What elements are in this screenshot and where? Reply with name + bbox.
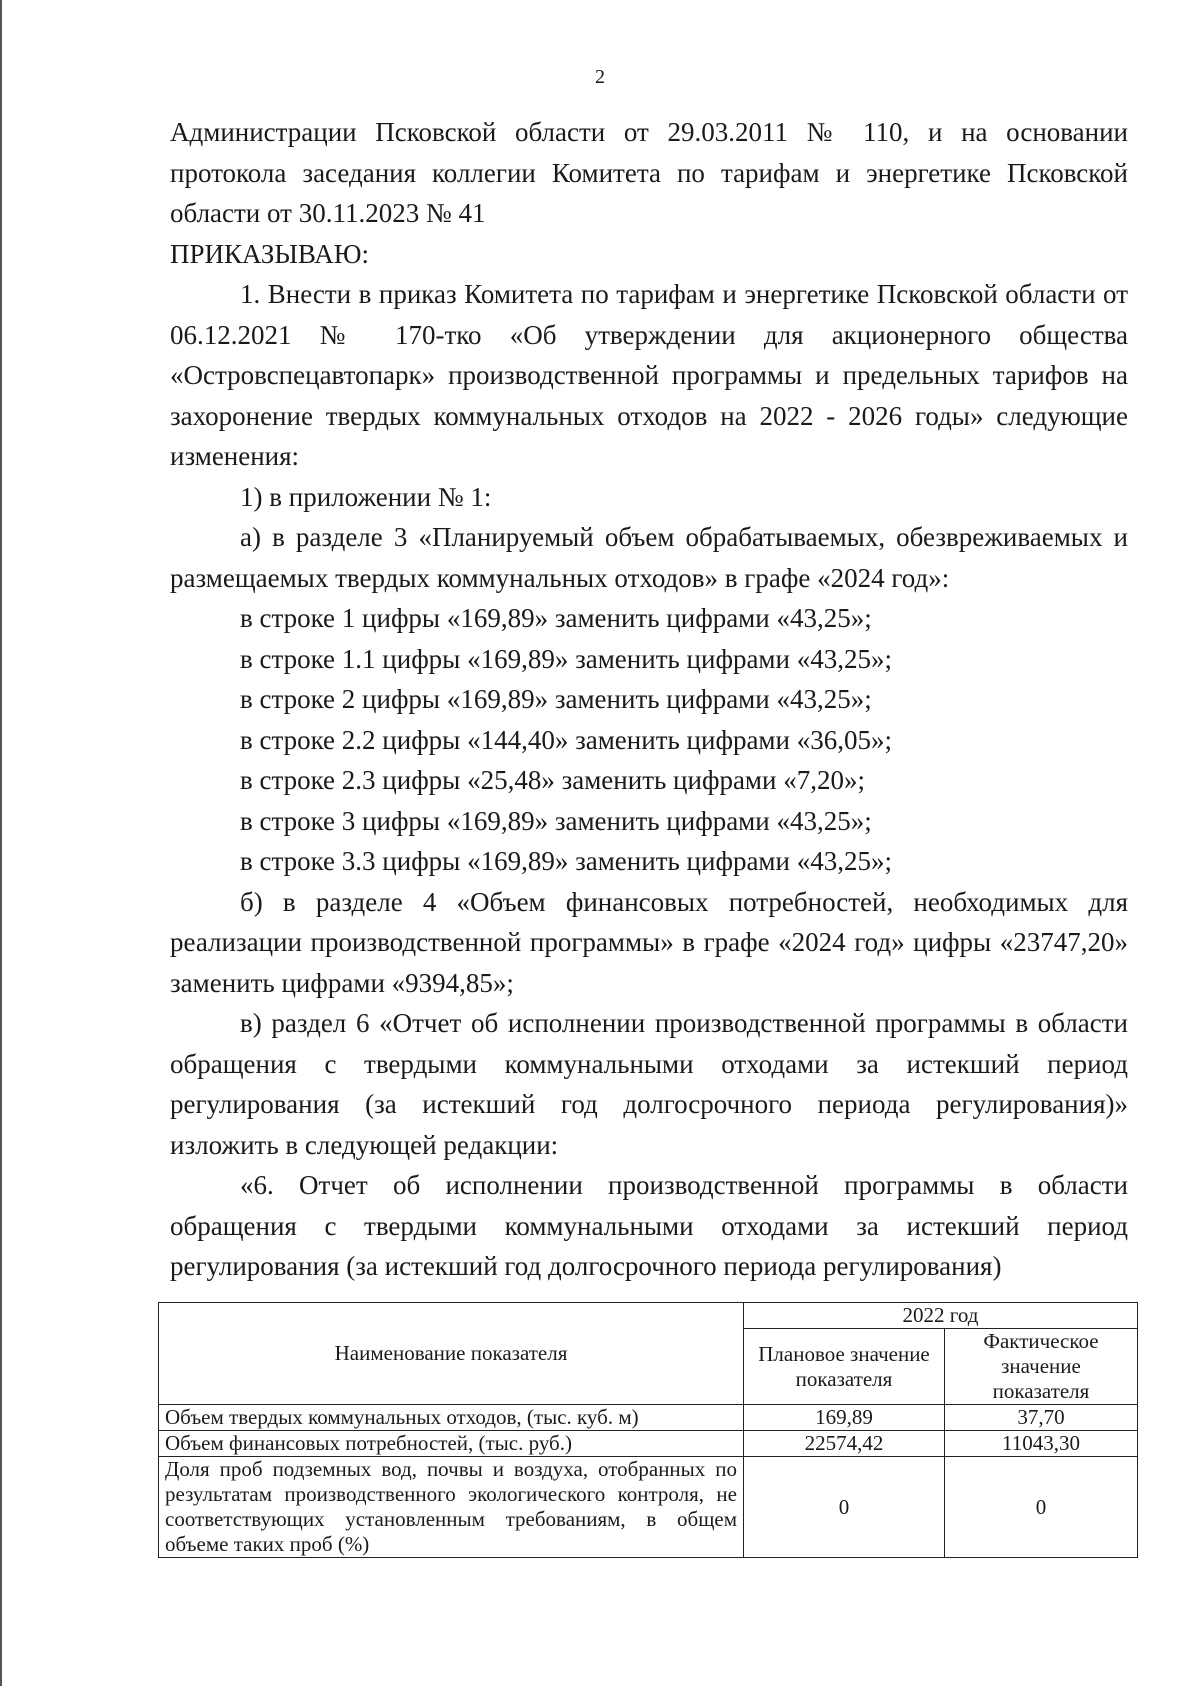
row-fact: 11043,30 <box>945 1431 1138 1457</box>
paragraph-row-1-1: в строке 1.1 цифры «169,89» заменить цифрами «43,25»; <box>240 643 892 674</box>
paragraph-row-3: в строке 3 цифры «169,89» заменить цифрами «43,25»; <box>240 805 872 836</box>
paragraph-section-3: а) в разделе 3 «Планируемый объем обрабатываемых, обезвреживаемых и размещаемых твердых коммунальных отходов» в графе «2024 год»: <box>170 522 1128 593</box>
row-name: Объем финансовых потребностей, (тыс. руб.) <box>159 1431 744 1457</box>
row-name: Доля проб подземных вод, почвы и воздуха, отобранных по результатам производственного экологического контроля, не соответствующих установленным требованиям, в общем объеме таких проб (%) <box>159 1457 744 1558</box>
page-edge <box>0 0 2 1686</box>
header-indicator-name: Наименование показателя <box>159 1303 744 1405</box>
paragraph-section-4: б) в разделе 4 «Объем финансовых потребностей, необходимых для реализации производственной программы» в графе «2024 год» цифры «23747,20» заменить цифрами «9394,85»; <box>170 886 1128 998</box>
header-plan-value: Плановое значение показателя <box>744 1329 945 1405</box>
paragraph-section-6-title: «6. Отчет об исполнении производственной программы в области обращения с твердыми коммунальными отходами за истекший период регулирования (за истекший год долгосрочного периода регулирования) <box>170 1170 1128 1281</box>
table-row <box>159 1431 1138 1457</box>
table-header-row <box>159 1303 1138 1329</box>
table-row <box>159 1405 1138 1431</box>
paragraph-appendix-1: 1) в приложении № 1: <box>240 481 492 512</box>
paragraph-row-1: в строке 1 цифры «169,89» заменить цифрами «43,25»; <box>240 603 872 633</box>
header-fact-value: Фактическое значение показателя <box>945 1329 1138 1405</box>
header-year: 2022 год <box>744 1303 1138 1329</box>
paragraph-preamble: Администрации Псковской области от 29.03.2011 № 110, и на основании протокола заседания коллегии Комитета по тарифам и энергетике Псковской области от 30.11.2023 № 41 <box>170 117 1128 228</box>
report-table <box>158 1302 1138 1558</box>
document-body <box>170 112 1128 1287</box>
paragraph-item-1: 1. Внести в приказ Комитета по тарифам и энергетике Псковской области от 06.12.2021 № 170-тко «Об утверждении для акционерного общества «Островспецавтопарк» производственной программы и предельных тарифов на захоронение твердых коммунальных отходов на 2022 - 2026 годы» следующие изменения: <box>170 279 1128 471</box>
paragraph-row-3-3: в строке 3.3 цифры «169,89» заменить цифрами «43,25»; <box>240 846 892 876</box>
row-name: Объем твердых коммунальных отходов, (тыс. куб. м) <box>159 1405 744 1431</box>
table-row <box>159 1457 1138 1558</box>
row-fact: 37,70 <box>945 1405 1138 1431</box>
paragraph-row-2: в строке 2 цифры «169,89» заменить цифрами «43,25»; <box>240 684 872 714</box>
row-plan: 22574,42 <box>744 1431 945 1457</box>
page-number: 2 <box>595 66 605 88</box>
paragraph-section-6: в) раздел 6 «Отчет об исполнении производственной программы в области обращения с твердыми коммунальными отходами за истекший период регулирования (за истекший год долгосрочного периода регулирования)» изложить в следующей редакции: <box>170 1008 1128 1160</box>
row-plan: 0 <box>744 1457 945 1558</box>
paragraph-row-2-2: в строке 2.2 цифры «144,40» заменить цифрами «36,05»; <box>240 724 892 755</box>
paragraph-order-word: ПРИКАЗЫВАЮ: <box>170 238 369 269</box>
paragraph-row-2-3: в строке 2.3 цифры «25,48» заменить цифрами «7,20»; <box>240 765 865 795</box>
row-fact: 0 <box>945 1457 1138 1558</box>
row-plan: 169,89 <box>744 1405 945 1431</box>
